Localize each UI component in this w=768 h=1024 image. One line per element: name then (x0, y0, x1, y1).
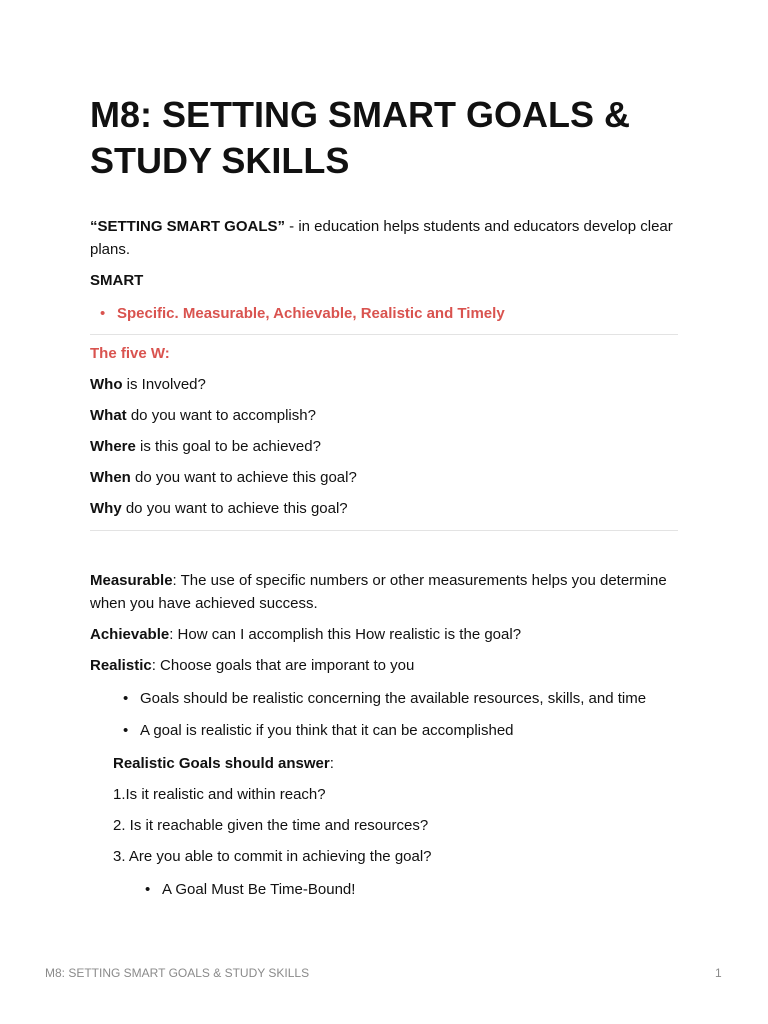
measurable-paragraph (90, 569, 678, 615)
smart-label (90, 269, 678, 292)
smart-label-text: SMART (90, 272, 144, 289)
question-item: 1.Is it realistic and within reach? (113, 786, 326, 803)
five-w-text: do you want to accomplish? (126, 407, 316, 424)
five-w-keyword: What (90, 407, 127, 424)
question-item: 2. Is it reachable given the time and resources? (113, 817, 429, 834)
five-w-heading (90, 342, 678, 365)
bullet-dot-icon: • (145, 881, 151, 898)
footer-page-number: 1 (715, 966, 722, 980)
title-line-2: STUDY SKILLS (90, 140, 350, 181)
realistic-paragraph (90, 654, 678, 677)
bullet-dot-icon: • (123, 722, 129, 739)
footer-title: M8: SETTING SMART GOALS & STUDY SKILLS (45, 966, 310, 980)
five-w-item (90, 435, 678, 458)
realistic-bullet-text: A goal is realistic if you think that it can be accomplished (140, 722, 514, 739)
bullet-dot-icon: • (100, 305, 106, 322)
realistic-bullet-text: Goals should be realistic concerning the available resources, skills, and time (140, 690, 647, 707)
five-w-heading-text: The five W: (90, 345, 170, 362)
divider (90, 334, 678, 335)
five-w-item (90, 466, 678, 489)
measurable-text: : The use of specific numbers or other measurements helps you determine when you have achieved success. (90, 572, 667, 612)
intro-bold: “SETTING SMART GOALS” (90, 218, 285, 235)
bullet-dot-icon: • (123, 690, 129, 707)
five-w-text: do you want to achieve this goal? (121, 500, 348, 517)
realistic-answer-label: Realistic Goals should answer (113, 755, 330, 772)
achievable-label: Achievable (90, 626, 170, 643)
realistic-answer-colon: : (329, 755, 334, 772)
question-item: 3. Are you able to commit in achieving the goal? (113, 848, 432, 865)
five-w-text: do you want to achieve this goal? (130, 469, 357, 486)
realistic-answer-heading (113, 752, 701, 775)
achievable-text: : How can I accomplish this How realistic is the goal? (169, 626, 522, 643)
five-w-text: is this goal to be achieved? (135, 438, 321, 455)
divider (90, 530, 678, 531)
five-w-text: is Involved? (122, 376, 206, 393)
smart-bullet-text: Specific. Measurable, Achievable, Realistic and Timely (117, 305, 505, 322)
achievable-paragraph (90, 623, 678, 646)
five-w-item (90, 373, 678, 396)
intro-paragraph (90, 215, 678, 261)
five-w-keyword: Where (90, 438, 136, 455)
time-bound-bullet-text: A Goal Must Be Time-Bound! (162, 881, 356, 898)
intro-text: - in education helps students and educators develop clear plans. (90, 218, 673, 258)
realistic-text: : Choose goals that are imporant to you (151, 657, 415, 674)
five-w-keyword: Who (90, 376, 123, 393)
five-w-item (90, 404, 678, 427)
title-line-1: M8: SETTING SMART GOALS & (90, 94, 630, 135)
five-w-item (90, 497, 678, 520)
measurable-label: Measurable (90, 572, 173, 589)
page-title (90, 92, 678, 184)
realistic-label: Realistic (90, 657, 152, 674)
five-w-keyword: When (90, 469, 131, 486)
five-w-keyword: Why (90, 500, 122, 517)
